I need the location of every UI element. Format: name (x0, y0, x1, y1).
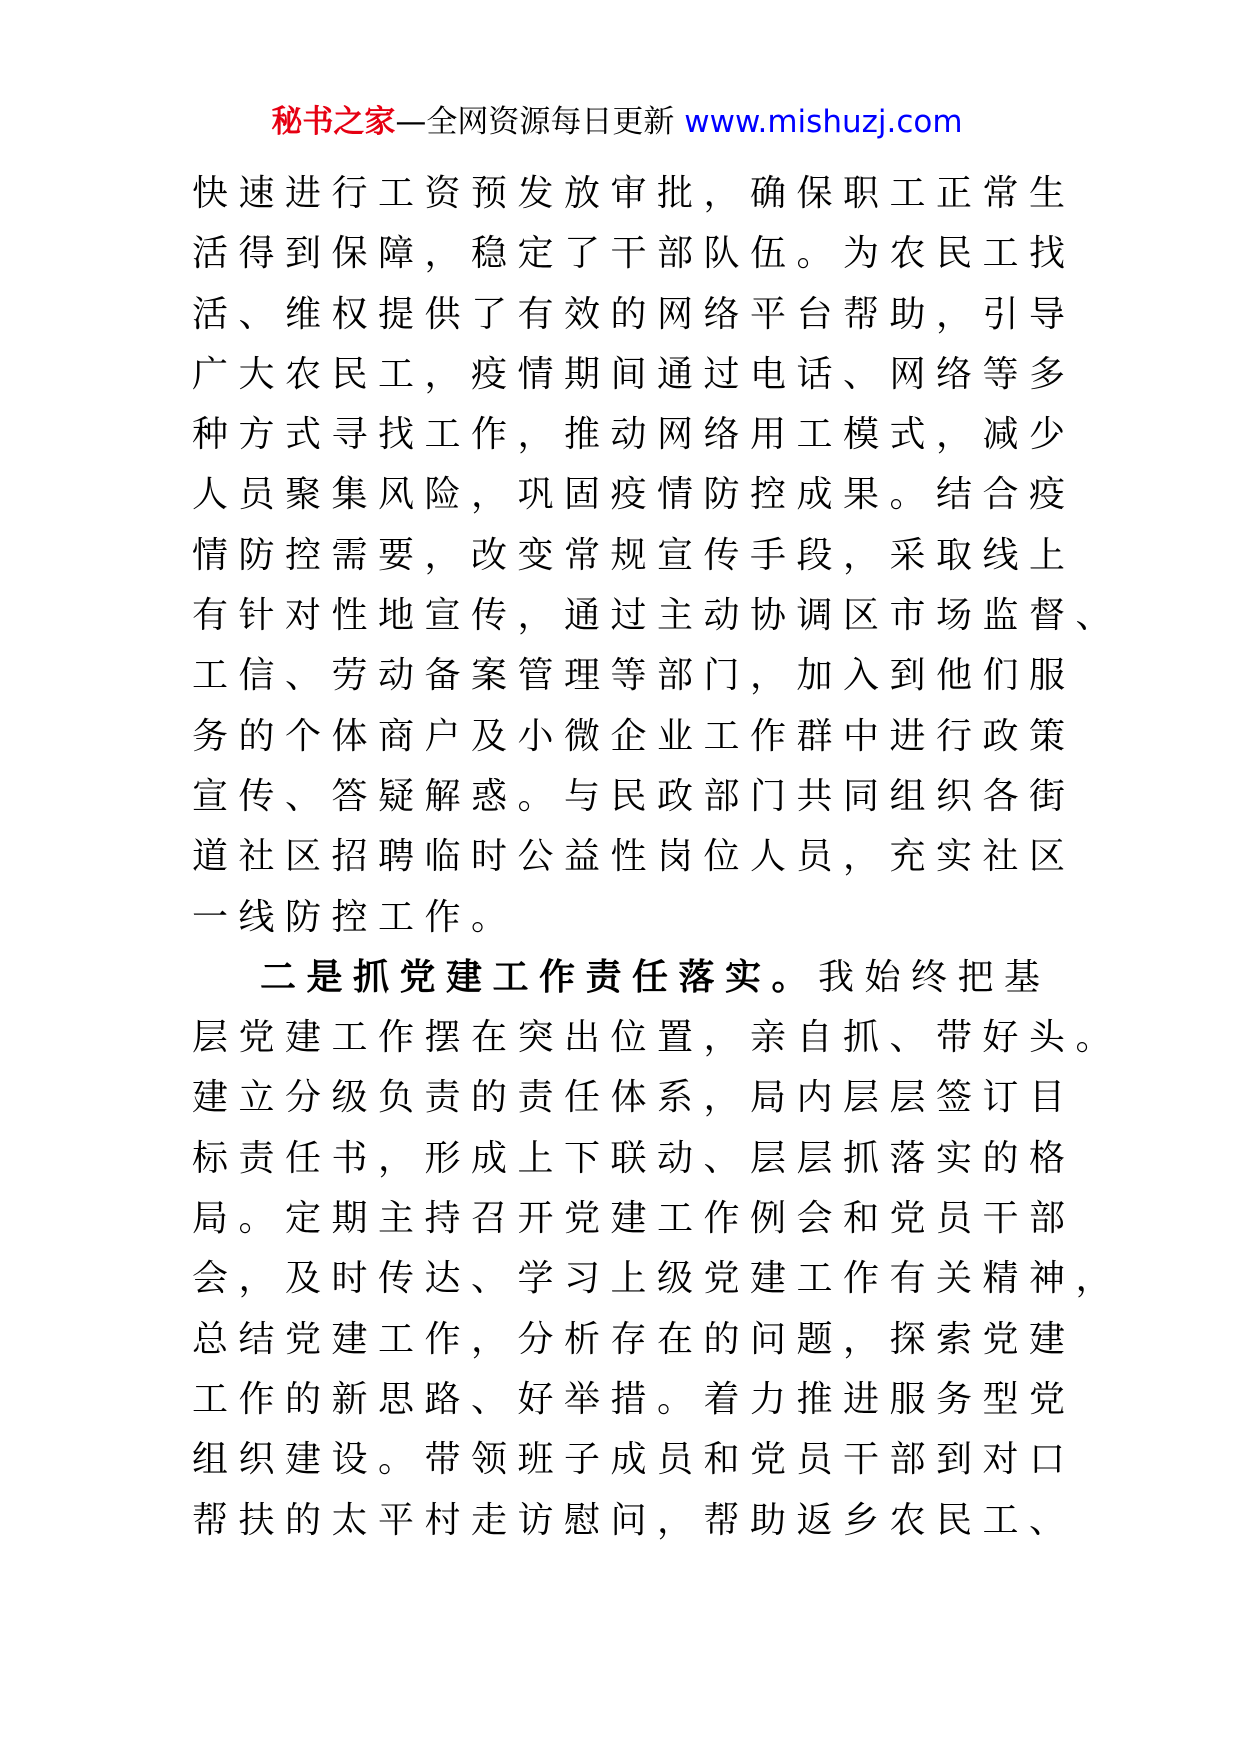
text-line: 广大农民工，疫情期间通过电话、网络等多 (192, 353, 1076, 395)
text-line: 建立分级负责的责任体系，局内层层签订目 (192, 1077, 1076, 1119)
section-heading: 二是抓党建工作责任落实。 (260, 956, 819, 998)
text-line: 层党建工作摆在突出位置，亲自抓、带好头。 (192, 1017, 1123, 1059)
header-tagline: —全网资源每日更新 (395, 104, 685, 140)
section-first-line (192, 948, 1092, 1008)
text-line: 工信、劳动备案管理等部门，加入到他们服 (192, 655, 1076, 697)
section-first-line-text: 我始终把基 (818, 956, 1051, 998)
text-line: 快速进行工资预发放审批，确保职工正常生 (192, 173, 1076, 214)
text-line: 有针对性地宣传，通过主动协调区市场监督、 (192, 595, 1123, 637)
text-line: 活、维权提供了有效的网络平台帮助，引导 (192, 293, 1076, 335)
text-line: 会，及时传达、学习上级党建工作有关精神， (192, 1258, 1123, 1300)
text-line: 组织建设。带领班子成员和党员干部到对口 (192, 1439, 1076, 1481)
body-text (192, 164, 1123, 1551)
text-line: 工作的新思路、好举措。着力推进服务型党 (192, 1378, 1076, 1420)
text-line: 活得到保障，稳定了干部队伍。为农民工找 (192, 233, 1076, 275)
text-line: 帮扶的太平村走访慰问，帮助返乡农民工、 (192, 1499, 1076, 1541)
text-line: 宣传、答疑解惑。与民政部门共同组织各街 (192, 775, 1076, 817)
text-line: 务的个体商户及小微企业工作群中进行政策 (192, 715, 1076, 757)
header-url-link[interactable]: www.mishuzj.com (684, 104, 963, 140)
text-line: 一线防控工作。 (192, 896, 518, 938)
brand-name: 秘书之家 (271, 104, 396, 140)
text-line: 人员聚集风险，巩固疫情防控成果。结合疫 (192, 474, 1076, 516)
text-line: 情防控需要，改变常规宣传手段，采取线上 (192, 534, 1076, 576)
text-line: 种方式寻找工作，推动网络用工模式，减少 (192, 414, 1076, 456)
text-line: 总结党建工作，分析存在的问题，探索党建 (192, 1318, 1076, 1360)
text-line: 局。定期主持召开党建工作例会和党员干部 (192, 1198, 1076, 1240)
text-line: 道社区招聘临时公益性岗位人员，充实社区 (192, 836, 1076, 878)
page-header (0, 102, 1234, 142)
text-line: 标责任书，形成上下联动、层层抓落实的格 (192, 1137, 1076, 1179)
